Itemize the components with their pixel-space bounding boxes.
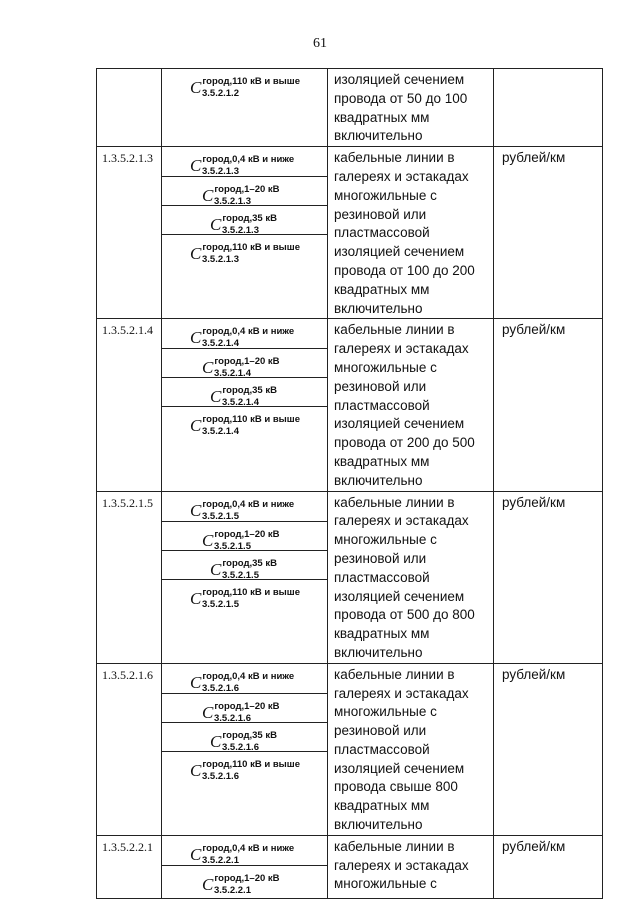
coefficient-subscript: 3.5.2.1.5: [202, 598, 239, 610]
row-code: 1.3.5.2.1.5: [97, 491, 162, 663]
table-row: [97, 663, 603, 835]
coefficient-symbol: Cгород,0,4 кВ и ниже 3.5.2.2.1: [162, 836, 327, 866]
row-unit: [494, 69, 603, 147]
coefficient-symbol: Cгород,110 кВ и выше 3.5.2.1.3: [190, 242, 300, 266]
row-code: 1.3.5.2.1.3: [97, 147, 162, 319]
coefficient-superscript: город,110 кВ и выше: [202, 242, 300, 254]
row-description: кабельные линии в галереях и эстакадах многожильные с резиновой или пластмассовой изоляцией сечением провода свыше 800 квадратных мм включительно: [328, 663, 494, 835]
coefficient-superscript: город,0,4 кВ и ниже: [202, 670, 295, 682]
coefficient-subscript: 3.5.2.2.1: [214, 884, 251, 896]
coefficient-subscript: 3.5.2.1.3: [222, 225, 259, 237]
coefficient-superscript: город,110 кВ и выше: [202, 76, 300, 87]
row-description: кабельные линии в галереях и эстакадах многожильные с резиновой или пластмассовой изоляцией сечением провода от 200 до 500 квадратных мм включительно: [328, 319, 494, 491]
coefficient-cell: [162, 835, 328, 898]
coefficient-symbol: Cгород,1–20 кВ 3.5.2.2.1: [202, 872, 280, 896]
row-description: изоляцией сечением провода от 50 до 100 квадратных мм включительно: [328, 69, 494, 147]
coefficient-superscript: город,1–20 кВ: [214, 356, 280, 368]
coefficient-symbol: Cгород,1–20 кВ 3.5.2.1.3: [162, 177, 327, 206]
table-row: [97, 147, 603, 319]
coefficient-superscript: город,0,4 кВ и ниже: [202, 842, 295, 854]
coefficient-symbol: Cгород,0,4 кВ и ниже 3.5.2.1.3: [162, 147, 327, 177]
coefficient-symbol: Cгород,0,4 кВ и ниже 3.5.2.1.4: [162, 319, 327, 349]
coefficient-subscript: 3.5.2.1.6: [202, 770, 239, 782]
coefficient-cell: [162, 491, 328, 663]
coefficient-superscript: город,35 кВ: [222, 213, 277, 225]
row-description: кабельные линии в галереях и эстакадах многожильные с резиновой или пластмассовой изоляцией сечением провода от 500 до 800 квадратных мм включительно: [328, 491, 494, 663]
coefficient-subscript: 3.5.2.1.6: [214, 712, 251, 724]
coefficient-subscript: 3.5.2.1.3: [214, 196, 251, 208]
coefficient-superscript: город,35 кВ: [222, 385, 277, 397]
coefficient-symbol: Cгород,110 кВ и выше 3.5.2.1.4: [190, 414, 300, 438]
coefficient-superscript: город,35 кВ: [222, 557, 277, 569]
coefficient-cell: [162, 319, 328, 491]
coefficient-subscript: 3.5.2.1.4: [202, 338, 239, 350]
table-row: [97, 69, 603, 147]
page-number: 61: [313, 36, 327, 51]
coefficient-subscript: 3.5.2.1.5: [222, 569, 259, 581]
coefficient-symbol: Cгород,110 кВ и выше 3.5.2.1.6: [190, 758, 300, 782]
coefficient-subscript: 3.5.2.1.5: [214, 540, 251, 552]
row-code: 1.3.5.2.1.4: [97, 319, 162, 491]
coefficient-symbol: Cгород,0,4 кВ и ниже 3.5.2.1.5: [162, 492, 327, 522]
row-unit: рублей/км: [494, 319, 603, 491]
coefficient-symbol: Cгород,0,4 кВ и ниже 3.5.2.1.6: [162, 664, 327, 694]
coefficient-superscript: город,1–20 кВ: [214, 528, 280, 540]
coefficient-subscript: 3.5.2.1.2: [202, 88, 239, 99]
row-code: [97, 69, 162, 147]
coefficient-symbol: Cгород,35 кВ 3.5.2.1.5: [162, 551, 327, 580]
tariff-table: [96, 68, 603, 899]
coefficient-subscript: 3.5.2.1.6: [222, 741, 259, 753]
coefficient-superscript: город,0,4 кВ и ниже: [202, 326, 295, 338]
row-unit: рублей/км: [494, 147, 603, 319]
coefficient-symbol: Cгород,110 кВ и выше 3.5.2.1.5: [190, 586, 300, 610]
coefficient-subscript: 3.5.2.1.3: [202, 166, 239, 178]
coefficient-cell: [162, 663, 328, 835]
coefficient-superscript: город,35 кВ: [222, 729, 277, 741]
coefficient-symbol: Cгород,110 кВ и выше 3.5.2.1.2: [190, 76, 300, 99]
coefficient-cell: [162, 147, 328, 319]
coefficient-superscript: город,0,4 кВ и ниже: [202, 154, 295, 166]
coefficient-subscript: 3.5.2.2.1: [202, 854, 239, 866]
coefficient-subscript: 3.5.2.1.4: [222, 397, 259, 409]
row-unit: рублей/км: [494, 491, 603, 663]
coefficient-subscript: 3.5.2.1.5: [202, 510, 239, 522]
coefficient-superscript: город,110 кВ и выше: [202, 758, 300, 770]
row-code: 1.3.5.2.1.6: [97, 663, 162, 835]
coefficient-subscript: 3.5.2.1.4: [202, 426, 239, 438]
coefficient-symbol: Cгород,35 кВ 3.5.2.1.4: [162, 378, 327, 407]
row-description: кабельные линии в галереях и эстакадах многожильные с резиновой или пластмассовой изоляцией сечением провода от 100 до 200 квадратных мм включительно: [328, 147, 494, 319]
coefficient-subscript: 3.5.2.1.3: [202, 254, 239, 266]
coefficient-symbol: Cгород,35 кВ 3.5.2.1.6: [162, 723, 327, 752]
table-row: [97, 835, 603, 898]
coefficient-superscript: город,1–20 кВ: [214, 184, 280, 196]
table-row: [97, 319, 603, 491]
row-unit: рублей/км: [494, 835, 603, 898]
table-row: [97, 491, 603, 663]
coefficient-cell: [162, 69, 328, 147]
row-unit: рублей/км: [494, 663, 603, 835]
coefficient-symbol: Cгород,1–20 кВ 3.5.2.1.6: [162, 694, 327, 723]
row-code: 1.3.5.2.2.1: [97, 835, 162, 898]
row-description: кабельные линии в галереях и эстакадах многожильные с: [328, 835, 494, 898]
coefficient-superscript: город,110 кВ и выше: [202, 414, 300, 426]
coefficient-symbol: Cгород,35 кВ 3.5.2.1.3: [162, 206, 327, 235]
coefficient-superscript: город,0,4 кВ и ниже: [202, 498, 295, 510]
coefficient-symbol: Cгород,1–20 кВ 3.5.2.1.5: [162, 522, 327, 551]
coefficient-superscript: город,1–20 кВ: [214, 872, 280, 884]
coefficient-symbol: Cгород,1–20 кВ 3.5.2.1.4: [162, 349, 327, 378]
coefficient-subscript: 3.5.2.1.6: [202, 682, 239, 694]
coefficient-superscript: город,110 кВ и выше: [202, 586, 300, 598]
coefficient-superscript: город,1–20 кВ: [214, 700, 280, 712]
coefficient-subscript: 3.5.2.1.4: [214, 368, 251, 380]
